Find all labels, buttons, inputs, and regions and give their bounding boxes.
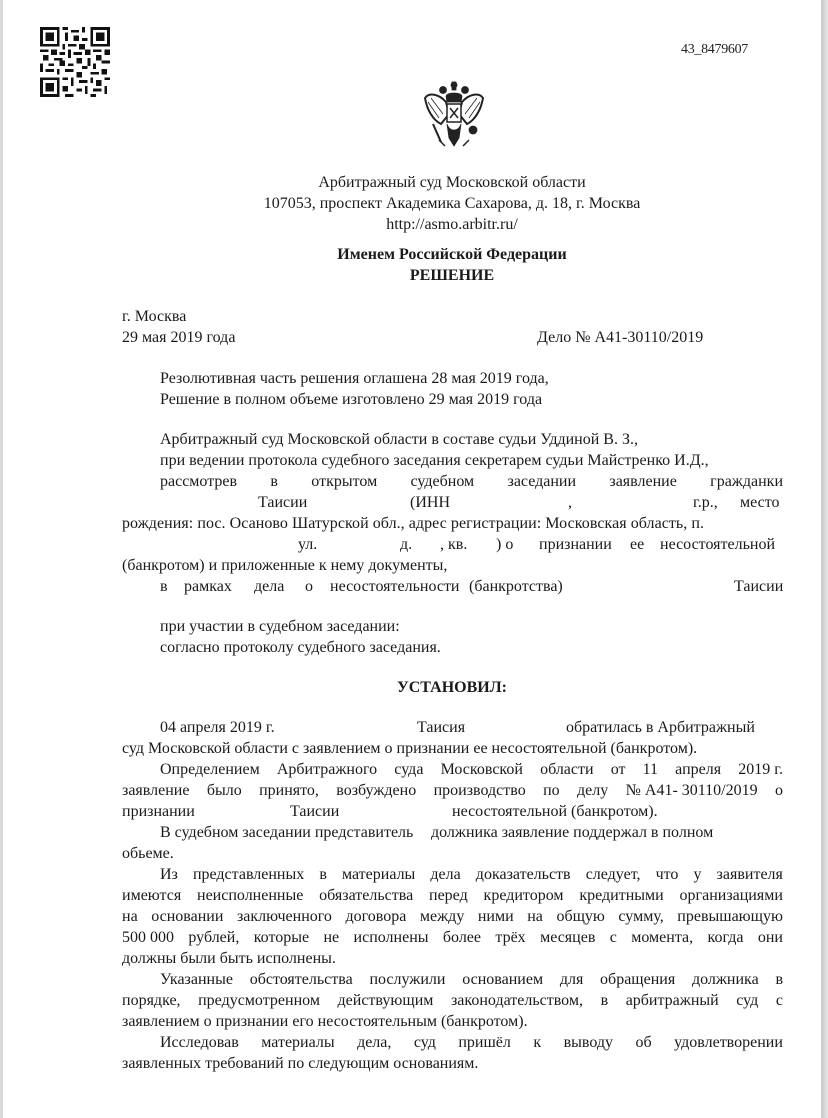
word: представленных	[192, 866, 305, 883]
framework-word: рамках	[184, 578, 232, 595]
operative-part-date: Резолютивная часть решения оглашена 28 мая 2019 года,	[160, 370, 549, 387]
p6-line-1	[160, 1032, 783, 1053]
word: доказательств	[475, 866, 571, 883]
word: заседании	[507, 473, 577, 490]
word: момента,	[631, 929, 694, 946]
document-title: РЕШЕНИЕ	[409, 267, 495, 284]
intro-line-1: Арбитражный суд Московской области в составе судьи Уддиной В. З.,	[160, 431, 638, 448]
word: неисполненные	[197, 887, 304, 904]
city: г. Москва	[122, 308, 187, 325]
p5-line-3: заявлением о признании его несостоятельным (банкротом).	[122, 1013, 528, 1030]
word: суда	[394, 761, 424, 778]
word: апреля	[675, 761, 722, 778]
word: что	[655, 866, 679, 883]
word: производство	[433, 782, 526, 799]
word: превышающую	[677, 908, 783, 925]
participation-value: согласно протоколу судебного заседания.	[160, 639, 441, 656]
word: которые	[253, 929, 310, 946]
insolvent-word: несостоятельной	[660, 536, 775, 553]
word: на	[527, 908, 543, 925]
p4-line-2	[122, 885, 783, 906]
word: предусмотренном	[198, 992, 320, 1009]
decision-date: 29 мая 2019 года	[122, 329, 236, 346]
word: открытом	[311, 473, 378, 490]
street-label: ул.	[298, 536, 318, 553]
word: заключенного	[236, 908, 332, 925]
intro-line-7: (банкротом) и приложенные к нему документы,	[122, 557, 448, 574]
insolvency-word: несостоятельности	[330, 578, 460, 595]
word: обязательства	[319, 887, 414, 904]
p2-line-1	[160, 759, 783, 780]
word: порядке,	[122, 992, 181, 1009]
p6-line-2: заявленных требований по следующим основаниям.	[122, 1055, 479, 1072]
participation-label: при участии в судебном заседании:	[160, 618, 400, 635]
apartment-label: , кв.	[440, 536, 468, 553]
word: перед	[429, 887, 468, 904]
word: Указанные	[160, 971, 233, 988]
word: дела	[430, 866, 461, 883]
word: Арбитражного	[276, 761, 378, 778]
word: обращения	[600, 971, 676, 988]
word: материалы	[341, 866, 416, 883]
word: Из	[160, 866, 178, 883]
word: по	[543, 782, 560, 799]
word: области	[540, 761, 594, 778]
p4-line-5: должны были быть исполнены.	[122, 950, 336, 967]
document-number: 43_8479607	[681, 42, 749, 57]
word: с	[609, 929, 617, 946]
word: в	[600, 992, 609, 1009]
word: об	[635, 1034, 652, 1051]
about-label: ) о	[496, 536, 514, 553]
word: действующим	[337, 992, 434, 1009]
inn-label: (ИНН	[410, 494, 450, 511]
p1-date: 04 апреля 2019 г.	[160, 719, 275, 736]
word: арбитражный	[625, 992, 719, 1009]
p2-line-2	[122, 780, 783, 801]
word: материалы	[261, 1034, 335, 1051]
applicant-name-genitive: Таисии	[734, 578, 784, 595]
word: выводу	[563, 1034, 614, 1051]
p2-recognition: признании	[122, 803, 195, 820]
within-word: в	[160, 578, 168, 595]
p4-line-1	[160, 864, 783, 885]
case-word: дела	[254, 578, 285, 595]
word: в	[270, 473, 278, 490]
word: 11	[642, 761, 659, 778]
court-address: 107053, проспект Академика Сахарова, д. 18, г. Москва	[263, 195, 641, 212]
word: заявление	[609, 473, 677, 490]
in-the-name-heading: Именем Российской Федерации	[337, 246, 567, 263]
word: Определением	[160, 761, 260, 778]
word: рублей,	[188, 929, 240, 946]
word: для	[559, 971, 584, 988]
word: рассмотрев	[160, 473, 238, 490]
word: заявителя	[716, 866, 783, 883]
word: о	[775, 782, 783, 799]
word: основанием	[462, 971, 544, 988]
word: делу	[577, 782, 609, 799]
word: суд	[413, 1034, 436, 1051]
p3-part-1: В судебном заседании представитель	[160, 824, 414, 841]
word: послужили	[369, 971, 446, 988]
birth-year-label: г.р.,	[693, 494, 718, 511]
word: 2019 г.	[738, 761, 783, 778]
p5-line-1	[160, 969, 783, 990]
word: обстоятельства	[249, 971, 353, 988]
word: имеются	[122, 887, 182, 904]
word: принято,	[259, 782, 319, 799]
p1-line-2: суд Московской области с заявлением о признании ее несостоятельной (банкротом).	[122, 740, 698, 757]
word: было	[206, 782, 242, 799]
place-label: место	[740, 494, 780, 511]
established-heading: УСТАНОВИЛ:	[397, 679, 507, 696]
word: трёх	[495, 929, 526, 946]
house-label: д.	[400, 536, 413, 553]
word: кредитором	[483, 887, 564, 904]
word: гражданки	[710, 473, 783, 490]
case-number: Дело № А41-30110/2019	[537, 329, 704, 346]
word: суд	[736, 992, 759, 1009]
word: общую	[556, 908, 605, 925]
word: следует,	[585, 866, 641, 883]
word: более	[442, 929, 482, 946]
page-left-edge	[0, 0, 3, 1118]
word: судебном	[410, 473, 475, 490]
p5-line-2	[122, 990, 783, 1011]
word: кредитными	[579, 887, 664, 904]
word: в	[319, 866, 327, 883]
word: месяцев	[540, 929, 596, 946]
word: на	[122, 908, 138, 925]
word: организациями	[679, 887, 783, 904]
full-text-date: Решение в полном объеме изготовлено 29 мая 2019 года	[160, 391, 543, 408]
word: когда	[707, 929, 744, 946]
p3-part-2: должника заявление поддержал в полном	[431, 824, 714, 841]
word: от	[610, 761, 626, 778]
applicant-first-name: Таисии	[258, 494, 308, 511]
word: возбуждено	[336, 782, 417, 799]
word: договора	[345, 908, 407, 925]
of-word: о	[305, 578, 313, 595]
word: № А41- 30110/2019	[625, 782, 758, 799]
word: ними	[477, 908, 514, 925]
word: в	[775, 971, 783, 988]
word: законодательством,	[450, 992, 583, 1009]
court-name: Арбитражный суд Московской области	[318, 174, 586, 191]
word: исполнены	[353, 929, 429, 946]
word: к	[533, 1034, 542, 1051]
word: основании	[151, 908, 224, 925]
recognition-word: признании	[539, 536, 612, 553]
word: удовлетворении	[674, 1034, 783, 1051]
word: они	[757, 929, 783, 946]
word: сумму,	[618, 908, 664, 925]
intro-line-5: рождения: пос. Осаново Шатурской обл., адрес регистрации: Московская область, п.	[122, 515, 705, 532]
qr-code-icon	[40, 27, 110, 97]
word: заявление	[122, 782, 190, 799]
word: должника	[691, 971, 759, 988]
p1-name: Таисия	[417, 719, 466, 736]
word: не	[323, 929, 340, 946]
p4-line-3	[122, 906, 783, 927]
inn-comma: ,	[568, 494, 572, 511]
p2-name: Таисии	[290, 803, 340, 820]
p3-line-2: обьеме.	[122, 845, 174, 862]
p4-line-4	[122, 927, 783, 948]
word: дела,	[357, 1034, 392, 1051]
p2-insolvent: несостоятельной (банкротом).	[452, 803, 658, 820]
word: пришёл	[458, 1034, 511, 1051]
word: с	[775, 992, 783, 1009]
page-right-edge	[821, 0, 828, 1118]
word: 500 000	[122, 929, 174, 946]
court-url-link[interactable]: http://asmo.arbitr.ru/	[386, 216, 518, 233]
word: у	[693, 866, 702, 883]
intro-line-3	[160, 471, 783, 492]
intro-line-2: при ведении протокола судебного заседания секретарем судьи Майстренко И.Д.,	[160, 452, 709, 469]
russian-coat-of-arms-icon	[419, 80, 489, 152]
bankruptcy-word: (банкротства)	[469, 578, 563, 595]
word: между	[419, 908, 465, 925]
p1-applied: обратилась в Арбитражный	[566, 719, 755, 736]
word: Московской	[440, 761, 523, 778]
her-word: ее	[630, 536, 645, 553]
word: Исследовав	[160, 1034, 239, 1051]
